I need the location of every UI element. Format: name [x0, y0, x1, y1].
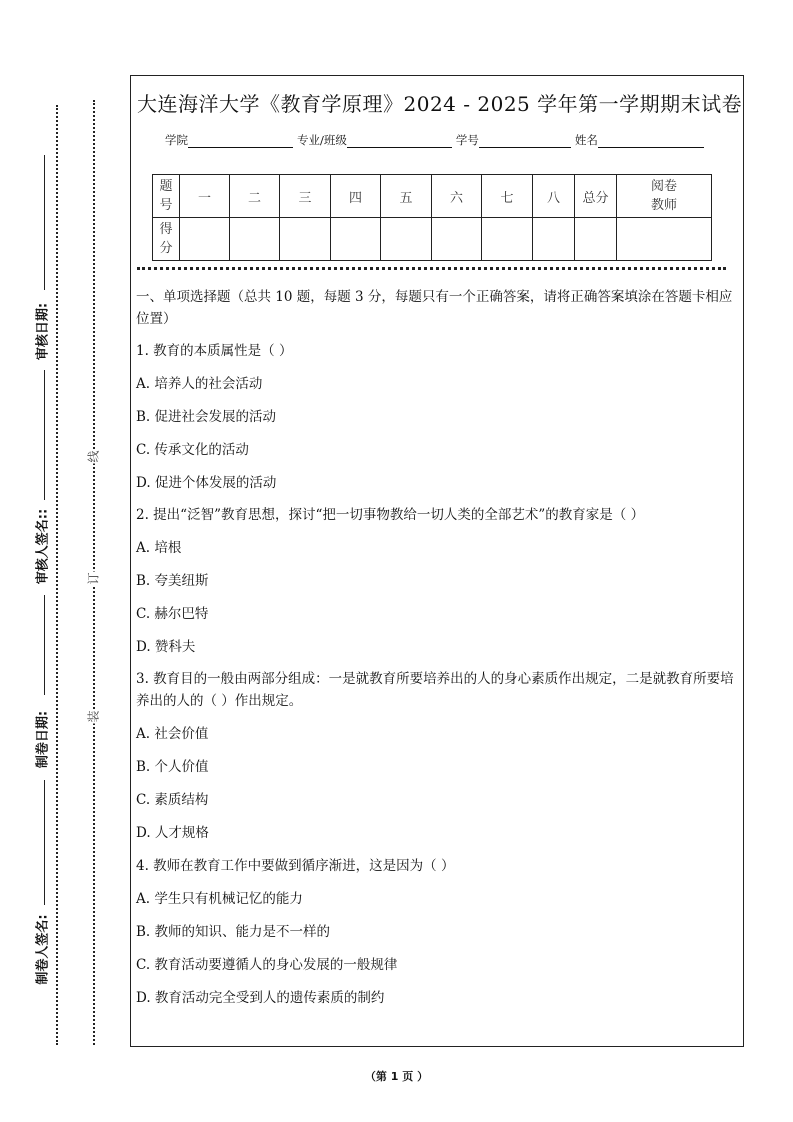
score-cell-grader[interactable]	[617, 218, 712, 261]
option-d: D. 教育活动完全受到人的遗传素质的制约	[136, 990, 385, 1006]
question-stem: 3. 教育目的一般由两部分组成：一是就教育所要培养出的人的身心素质作出规定，二是就教育所要培养出的人的（ ）作出规定。	[136, 671, 734, 709]
question-stem: 4. 教师在教育工作中要做到循序渐进，这是因为（ ）	[136, 858, 455, 874]
option-a: A. 培根	[136, 540, 182, 556]
score-cell-4[interactable]	[331, 218, 381, 261]
col-6: 六	[432, 175, 482, 218]
option-c: C. 教育活动要遵循人的身心发展的一般规律	[136, 957, 398, 973]
score-table	[152, 174, 712, 261]
name-label: 姓名	[574, 133, 598, 147]
reviewer-signature-blank	[44, 370, 45, 500]
option-b: B. 促进社会发展的活动	[136, 409, 277, 425]
col-1: 一	[180, 175, 230, 218]
col-8: 八	[533, 175, 575, 218]
student-id-label: 学号	[455, 133, 479, 147]
score-row	[153, 218, 712, 261]
preparer-signature-blank	[44, 780, 45, 905]
option-b: B. 个人价值	[136, 759, 209, 775]
binding-mark-line: 线	[86, 450, 101, 463]
college-field[interactable]	[188, 133, 293, 148]
score-cell-total[interactable]	[575, 218, 617, 261]
exam-title: 大连海洋大学《教育学原理》2024 - 2025 学年第一学期期末试卷	[137, 92, 743, 116]
option-c: C. 素质结构	[136, 792, 209, 808]
score-cell-6[interactable]	[432, 218, 482, 261]
question-stem: 2. 提出“泛智”教育思想，探讨“把一切事物教给一切人类的全部艺术”的教育家是（ ）	[136, 507, 645, 523]
score-cell-3[interactable]	[280, 218, 331, 261]
option-c: C. 传承文化的活动	[136, 442, 249, 458]
binding-mark-order: 订	[86, 572, 101, 585]
option-d: D. 促进个体发展的活动	[136, 475, 277, 491]
col-3: 三	[280, 175, 331, 218]
review-date-blank	[44, 155, 45, 290]
question-stem: 1. 教育的本质属性是（ ）	[136, 343, 293, 359]
score-cell-1[interactable]	[180, 218, 230, 261]
college-label: 学院	[165, 133, 188, 147]
col-5: 五	[381, 175, 432, 218]
prep-date-blank	[44, 595, 45, 695]
dotted-separator	[137, 267, 726, 270]
name-field[interactable]	[598, 133, 704, 148]
score-cell-2[interactable]	[230, 218, 280, 261]
binding-mark-bind: 装	[86, 710, 101, 723]
option-a: A. 学生只有机械记忆的能力	[136, 891, 303, 907]
major-class-field[interactable]	[347, 133, 452, 148]
option-a: A. 培养人的社会活动	[136, 376, 263, 392]
seal-dotted-line	[56, 105, 58, 1045]
student-info-row	[165, 132, 704, 148]
binding-margin	[0, 0, 130, 1122]
score-cell-8[interactable]	[533, 218, 575, 261]
option-a: A. 社会价值	[136, 726, 209, 742]
question-2	[136, 504, 740, 658]
question-3	[136, 668, 740, 844]
question-number-row	[153, 175, 712, 218]
prep-date-label: 制卷日期:	[35, 710, 51, 769]
major-class-label: 专业/班级	[297, 133, 347, 147]
score-cell-7[interactable]	[482, 218, 533, 261]
exam-frame	[130, 75, 744, 1047]
col-grader: 阅卷 教师	[617, 175, 712, 218]
option-d: D. 人才规格	[136, 825, 209, 841]
question-1	[136, 340, 740, 494]
col-4: 四	[331, 175, 381, 218]
section-heading: 一、单项选择题（总共 10 题，每题 3 分，每题只有一个正确答案，请将正确答案填涂在答题卡相应位置）	[136, 289, 733, 327]
score-cell-5[interactable]	[381, 218, 432, 261]
option-d: D. 赞科夫	[136, 639, 196, 655]
section-single-choice	[136, 286, 740, 1009]
col-7: 七	[482, 175, 533, 218]
reviewer-signature-label: 审核人签名::	[35, 508, 51, 585]
option-b: B. 夸美纽斯	[136, 573, 209, 589]
col-2: 二	[230, 175, 280, 218]
page-number: （第 1 页 ）	[364, 1070, 429, 1083]
option-b: B. 教师的知识、能力是不一样的	[136, 924, 331, 940]
preparer-signature-label: 制卷人签名:	[35, 914, 51, 985]
score-header: 得 分	[153, 218, 180, 261]
question-4	[136, 855, 740, 1009]
question-number-header: 题 号	[153, 175, 180, 218]
review-date-label: 审核日期:	[35, 302, 51, 361]
student-id-field[interactable]	[479, 133, 571, 148]
col-total: 总分	[575, 175, 617, 218]
option-c: C. 赫尔巴特	[136, 606, 209, 622]
